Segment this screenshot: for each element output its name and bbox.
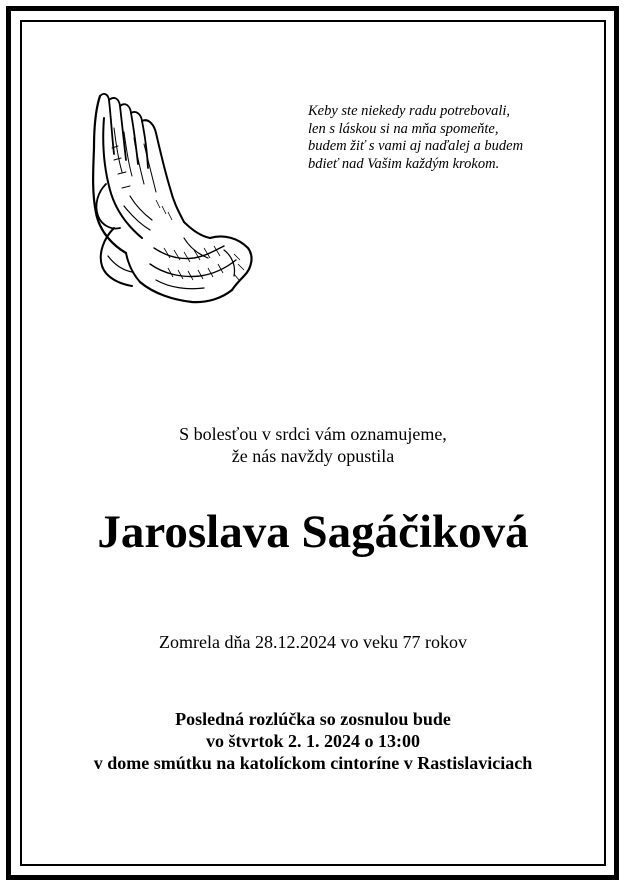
poem-line: budem žiť s vami aj naďalej a budem bbox=[308, 138, 524, 154]
funeral-line: v dome smútku na katolíckom cintoríne v Rastislaviciach bbox=[93, 753, 533, 773]
funeral-info bbox=[0, 708, 626, 774]
poem-line: Keby ste niekedy radu potrebovali, bbox=[308, 103, 511, 119]
deceased-name: Jaroslava Sagáčiková bbox=[97, 506, 529, 558]
funeral-line: vo štvrtok 2. 1. 2024 o 13:00 bbox=[206, 731, 420, 751]
poem-line: bdieť nad Vašim každým krokom. bbox=[308, 155, 500, 172]
praying-hands-icon bbox=[84, 88, 256, 310]
intro-line: S bolesťou v srdci vám oznamujeme, bbox=[179, 424, 447, 444]
intro-line: že nás navždy opustila bbox=[231, 446, 395, 466]
poem-line: len s láskou si na mňa spomeňte, bbox=[308, 120, 499, 137]
death-info: Zomrela dňa 28.12.2024 vo veku 77 rokov bbox=[159, 632, 467, 652]
announcement-intro bbox=[0, 423, 626, 467]
poem-quote bbox=[308, 103, 598, 173]
funeral-line: Posledná rozlúčka so zosnulou bude bbox=[175, 709, 451, 729]
